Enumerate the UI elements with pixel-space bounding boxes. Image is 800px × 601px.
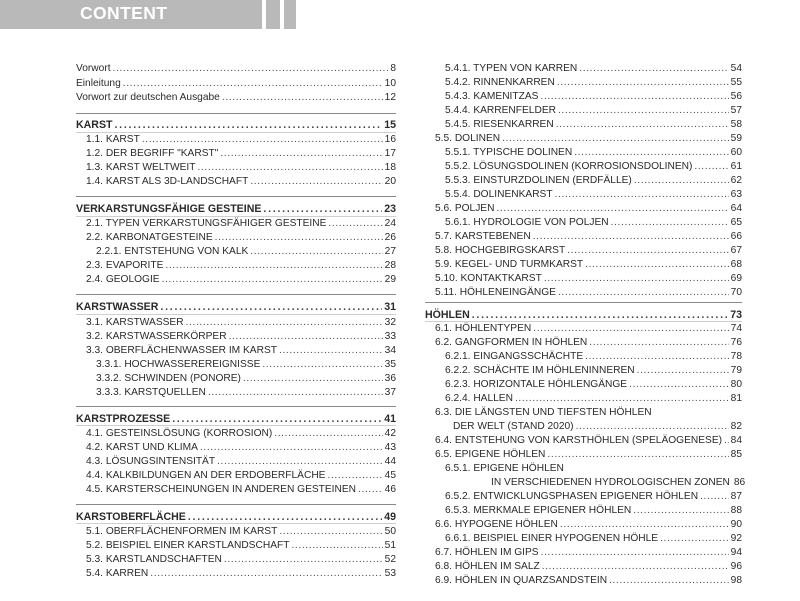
toc-entry-page: 17 — [384, 148, 396, 159]
dot-leader — [188, 510, 382, 524]
toc-entry-page: 50 — [384, 526, 396, 537]
toc-entry-page: 88 — [730, 505, 742, 516]
toc-entry[interactable] — [435, 448, 742, 462]
toc-entry-title: 5.4.2. RINNENKARREN — [445, 77, 555, 88]
toc-entry-title: 4.3. LÖSUNGSINTENSITÄT — [86, 456, 216, 467]
dot-leader — [515, 392, 729, 406]
toc-entry-title: 6.2.4. HALLEN — [445, 393, 513, 404]
dot-leader — [274, 427, 382, 441]
dot-leader — [576, 420, 729, 434]
toc-entry-title: 6.7. HÖHLEN IM GIPS — [435, 547, 539, 558]
toc-entry[interactable] — [96, 372, 396, 386]
chapter-divider — [425, 302, 742, 303]
toc-entry-title: KARSTWASSER — [76, 301, 159, 313]
toc-entry-title: 5.5.2. LÖSUNGSDOLINEN (KORROSIONSDOLINEN) — [445, 161, 693, 172]
toc-entry-page: 35 — [384, 359, 396, 370]
dot-leader — [558, 104, 729, 118]
toc-entry-page: 29 — [384, 274, 396, 285]
toc-entry-title: 4.1. GESTEINSLÖSUNG (KORROSION) — [86, 428, 273, 439]
toc-entry-title: 2.4. GEOLOGIE — [86, 274, 160, 285]
toc-entry-title: 6.9. HÖHLEN IN QUARZSANDSTEIN — [435, 575, 608, 586]
toc-entry-page: 53 — [384, 568, 396, 579]
toc-entry-page: 15 — [384, 119, 396, 131]
toc-entry-title: 6.8. HÖHLEN IM SALZ — [435, 561, 540, 572]
dot-leader — [262, 358, 382, 372]
dot-leader — [113, 62, 389, 76]
toc-entry[interactable] — [96, 386, 396, 400]
dot-leader — [566, 462, 740, 476]
dot-leader — [634, 174, 729, 188]
toc-entry-page: 26 — [384, 232, 396, 243]
toc-entry[interactable] — [435, 336, 742, 350]
toc-entry[interactable] — [86, 217, 396, 231]
toc-entry[interactable] — [86, 469, 396, 483]
dot-leader — [186, 316, 383, 330]
dot-leader — [533, 322, 728, 336]
toc-entry[interactable] — [453, 420, 742, 434]
dot-leader — [243, 372, 383, 386]
dot-leader — [279, 525, 382, 539]
toc-entry[interactable] — [445, 462, 742, 476]
toc-entry-title: 5.6. POLJEN — [435, 203, 495, 214]
toc-entry-title: IN VERSCHIEDENEN HYDROLOGISCHEN ZONEN — [491, 477, 730, 488]
toc-entry-page: 80 — [730, 379, 742, 390]
toc-entry[interactable] — [86, 483, 396, 497]
toc-entry[interactable] — [86, 259, 396, 273]
toc-entry-title: DER WELT (STAND 2020) — [453, 421, 574, 432]
header-bar-accent — [284, 0, 296, 29]
toc-entry[interactable] — [435, 230, 742, 244]
toc-entry[interactable] — [76, 77, 396, 91]
toc-entry-page: 16 — [384, 134, 396, 145]
toc-entry-title: 5.4.4. KARRENFELDER — [445, 105, 556, 116]
dot-leader — [502, 132, 729, 146]
dot-leader — [160, 300, 382, 314]
toc-entry-page: 61 — [730, 161, 742, 172]
chapter-divider — [76, 406, 396, 407]
dot-leader — [222, 91, 383, 105]
toc-entry-page: 23 — [384, 203, 396, 215]
toc-chapter-entry[interactable] — [76, 118, 396, 132]
dot-leader — [142, 133, 383, 147]
toc-entry-page: 58 — [730, 119, 742, 130]
toc-entry-title: 5.3. KARSTLANDSCHAFTEN — [86, 554, 222, 565]
toc-entry[interactable] — [445, 160, 742, 174]
toc-entry-title: KARSTOBERFLÄCHE — [76, 511, 186, 523]
toc-entry[interactable] — [435, 272, 742, 286]
toc-entry-page: 46 — [384, 484, 396, 495]
toc-entry-page: 37 — [384, 387, 396, 398]
dot-leader — [200, 441, 383, 455]
toc-entry-title: 6.2.1. EINGANGSSCHÄCHTE — [445, 351, 584, 362]
dot-leader — [633, 504, 728, 518]
toc-entry-page: 62 — [730, 175, 742, 186]
toc-entry-page: 82 — [730, 421, 742, 432]
toc-entry-page: 28 — [384, 260, 396, 271]
toc-entry-title: 6.4. ENTSTEHUNG VON KARSTHÖHLEN (SPELÄOGENESE) — [435, 435, 723, 446]
page-title: CONTENT — [80, 3, 168, 23]
toc-entry[interactable] — [491, 476, 746, 490]
chapter-divider — [76, 294, 396, 295]
toc-entry-page: 41 — [384, 413, 396, 425]
toc-entry-title: Vorwort zur deutschen Ausgabe — [76, 92, 220, 103]
toc-entry[interactable] — [445, 392, 742, 406]
toc-entry-title: 5.10. KONTAKTKARST — [435, 273, 542, 284]
toc-entry-page: 43 — [384, 442, 396, 453]
toc-entry-title: 6.6.1. BEISPIEL EINER HYPOGENEN HÖHLE — [445, 533, 659, 544]
dot-leader — [589, 336, 728, 350]
page-header — [0, 0, 800, 32]
dot-leader — [700, 490, 729, 504]
dot-leader — [358, 483, 383, 497]
dot-leader — [123, 77, 383, 91]
toc-entry[interactable] — [86, 330, 396, 344]
toc-entry-page: 60 — [730, 147, 742, 158]
toc-entry-title: 5.5.4. DOLINENKARST — [445, 189, 553, 200]
toc-entry-page: 81 — [730, 393, 742, 404]
toc-entry-page: 24 — [384, 218, 396, 229]
toc-entry-page: 8 — [390, 63, 396, 74]
toc-entry[interactable] — [435, 434, 742, 448]
toc-entry-title: 6.6. HYPOGENE HÖHLEN — [435, 519, 558, 530]
dot-leader — [542, 560, 729, 574]
toc-entry-page: 68 — [730, 259, 742, 270]
toc-entry[interactable] — [445, 104, 742, 118]
toc-entry-title: 5.8. HOCHGEBIRGSKARST — [435, 245, 566, 256]
header-bar-accent — [266, 0, 280, 29]
toc-entry[interactable] — [445, 504, 742, 518]
toc-entry-page: 63 — [730, 189, 742, 200]
dot-leader — [217, 455, 383, 469]
dot-leader — [557, 76, 729, 90]
toc-entry-title: 6.2. GANGFORMEN IN HÖHLEN — [435, 337, 588, 348]
toc-entry[interactable] — [86, 147, 396, 161]
dot-leader — [555, 188, 729, 202]
toc-entry-page: 33 — [384, 331, 396, 342]
toc-entry[interactable] — [445, 350, 742, 364]
toc-entry[interactable] — [445, 174, 742, 188]
toc-entry-title: HÖHLEN — [425, 309, 470, 321]
dot-leader — [540, 90, 728, 104]
toc-entry-page: 73 — [730, 309, 742, 321]
dot-leader — [197, 161, 382, 175]
dot-leader — [629, 378, 729, 392]
toc-entry-title: 6.5.3. MERKMALE EPIGENER HÖHLEN — [445, 505, 632, 516]
toc-entry-title: 2.3. EVAPORITE — [86, 260, 164, 271]
chapter-divider — [76, 196, 396, 197]
toc-entry[interactable] — [76, 91, 396, 105]
dot-leader — [291, 539, 382, 553]
toc-entry-title: 6.1. HÖHLENTYPEN — [435, 323, 532, 334]
toc-entry[interactable] — [435, 258, 742, 272]
toc-entry-page: 55 — [730, 77, 742, 88]
toc-entry[interactable] — [445, 216, 742, 230]
toc-entry-page: 12 — [384, 92, 396, 103]
toc-entry-title: VERKARSTUNGSFÄHIGE GESTEINE — [76, 203, 262, 215]
toc-chapter-entry[interactable] — [76, 412, 396, 426]
toc-entry[interactable] — [86, 133, 396, 147]
toc-entry-title: 5.4.5. RIESENKARREN — [445, 119, 554, 130]
dot-leader — [224, 553, 383, 567]
toc-entry[interactable] — [86, 539, 396, 553]
toc-entry[interactable] — [86, 316, 396, 330]
dot-leader — [327, 469, 382, 483]
toc-entry[interactable] — [76, 62, 396, 76]
dot-leader — [724, 434, 729, 448]
toc-entry[interactable] — [435, 286, 742, 300]
chapter-divider — [76, 504, 396, 505]
toc-entry-page: 96 — [730, 561, 742, 572]
toc-entry-title: 6.3. DIE LÄNGSTEN UND TIEFSTEN HÖHLEN — [435, 407, 652, 418]
dot-leader — [279, 344, 383, 358]
toc-entry[interactable] — [445, 378, 742, 392]
toc-entry-page: 51 — [384, 540, 396, 551]
dot-leader — [585, 258, 729, 272]
toc-chapter-entry[interactable] — [76, 300, 396, 314]
toc-entry-page: 69 — [730, 273, 742, 284]
toc-entry[interactable] — [445, 490, 742, 504]
toc-entry[interactable] — [86, 344, 396, 358]
toc-entry-page: 85 — [730, 449, 742, 460]
toc-entry-page: 70 — [730, 287, 742, 298]
toc-entry-title: 3.3.2. SCHWINDEN (PONORE) — [96, 373, 241, 384]
toc-entry-page: 65 — [730, 217, 742, 228]
toc-entry-title: 3.3.3. KARSTQUELLEN — [96, 387, 206, 398]
toc-entry-title: 5.2. BEISPIEL EINER KARSTLANDSCHAFT — [86, 540, 290, 551]
toc-entry[interactable] — [86, 525, 396, 539]
toc-entry-title: 5.4. KARREN — [86, 568, 149, 579]
toc-entry-title: 4.5. KARSTERSCHEINUNGEN IN ANDEREN GESTEINEN — [86, 484, 357, 495]
toc-entry-page: 56 — [730, 91, 742, 102]
toc-entry-title: 2.2. KARBONATGESTEINE — [86, 232, 213, 243]
toc-entry-page: 79 — [730, 365, 742, 376]
toc-entry[interactable] — [86, 567, 396, 581]
toc-entry-page: 59 — [730, 133, 742, 144]
toc-entry-page: 34 — [384, 345, 396, 356]
toc-entry-page: 98 — [730, 575, 742, 586]
toc-entry-title: 3.2. KARSTWASSERKÖRPER — [86, 331, 227, 342]
toc-entry-page: 90 — [730, 519, 742, 530]
toc-entry-title: 5.9. KEGEL- UND TURMKARST — [435, 259, 584, 270]
toc-entry-title: 5.1. OBERFLÄCHENFORMEN IM KARST — [86, 526, 278, 537]
dot-leader — [328, 217, 382, 231]
toc-entry-title: KARSTPROZESSE — [76, 413, 171, 425]
toc-entry-title: 5.5. DOLINEN — [435, 133, 501, 144]
dot-leader — [496, 202, 728, 216]
toc-entry-page: 57 — [730, 105, 742, 116]
dot-leader — [162, 273, 383, 287]
toc-entry[interactable] — [435, 574, 742, 588]
toc-entry-title: 6.2.2. SCHÄCHTE IM HÖHLENINNEREN — [445, 365, 635, 376]
dot-leader — [472, 308, 728, 322]
toc-entry-title: 6.2.3. HORIZONTALE HÖHLENGÄNGE — [445, 379, 628, 390]
toc-entry-page: 92 — [730, 533, 742, 544]
toc-entry[interactable] — [445, 118, 742, 132]
dot-leader — [660, 532, 729, 546]
dot-leader — [115, 118, 383, 132]
toc-entry[interactable] — [435, 322, 742, 336]
toc-entry[interactable] — [96, 245, 396, 259]
dot-leader — [579, 62, 728, 76]
toc-entry[interactable] — [86, 175, 396, 189]
toc-entry-title: 5.5.3. EINSTURZDOLINEN (ERDFÄLLE) — [445, 175, 632, 186]
toc-entry-page: 86 — [733, 477, 746, 488]
toc-chapter-entry[interactable] — [76, 202, 396, 216]
dot-leader — [585, 350, 729, 364]
toc-entry-title: 2.2.1. ENTSTEHUNG VON KALK — [96, 246, 249, 257]
toc-entry-page: 54 — [730, 63, 742, 74]
toc-entry-page: 74 — [730, 323, 742, 334]
toc-entry-page: 78 — [730, 351, 742, 362]
toc-entry-title: 1.3. KARST WELTWEIT — [86, 162, 196, 173]
dot-leader — [263, 202, 382, 216]
toc-entry-title: KARST — [76, 119, 113, 131]
toc-entry-title: 5.4.1. TYPEN VON KARREN — [445, 63, 578, 74]
dot-leader — [215, 231, 383, 245]
toc-entry[interactable] — [445, 90, 742, 104]
toc-entry-page: 10 — [384, 78, 396, 89]
toc-entry-title: 5.4.3. KAMENITZAS — [445, 91, 539, 102]
toc-entry-title: 5.5.1. TYPISCHE DOLINEN — [445, 147, 573, 158]
toc-entry[interactable] — [445, 76, 742, 90]
dot-leader — [250, 175, 382, 189]
toc-entry[interactable] — [435, 244, 742, 258]
toc-entry-page: 52 — [384, 554, 396, 565]
toc-entry-title: 4.2. KARST UND KLIMA — [86, 442, 198, 453]
chapter-underline — [76, 314, 396, 315]
toc-entry-page: 45 — [384, 470, 396, 481]
toc-entry[interactable] — [86, 427, 396, 441]
toc-entry[interactable] — [435, 546, 742, 560]
toc-entry-page: 42 — [384, 428, 396, 439]
toc-entry-title: 1.2. DER BEGRIFF "KARST" — [86, 148, 219, 159]
toc-entry-page: 64 — [730, 203, 742, 214]
toc-entry[interactable] — [86, 231, 396, 245]
toc-entry-title: 2.1. TYPEN VERKARSTUNGSFÄHIGER GESTEINE — [86, 218, 327, 229]
toc-entry-title: Vorwort — [76, 63, 111, 74]
dot-leader — [694, 160, 728, 174]
dot-leader — [220, 147, 382, 161]
toc-entry-title: 3.3. OBERFLÄCHENWASSER IM KARST — [86, 345, 277, 356]
dot-leader — [229, 330, 383, 344]
toc-entry[interactable] — [445, 188, 742, 202]
dot-leader — [637, 364, 729, 378]
toc-entry-title: 5.7. KARSTEBENEN — [435, 231, 531, 242]
toc-entry-page: 84 — [730, 435, 742, 446]
dot-leader — [250, 245, 382, 259]
toc-entry[interactable] — [435, 560, 742, 574]
toc-entry-page: 67 — [730, 245, 742, 256]
dot-leader — [560, 518, 729, 532]
toc-entry[interactable] — [445, 146, 742, 160]
dot-leader — [547, 448, 728, 462]
toc-entry[interactable] — [86, 273, 396, 287]
toc-entry-title: Einleitung — [76, 78, 121, 89]
toc-entry-title: 1.4. KARST ALS 3D-LANDSCHAFT — [86, 176, 249, 187]
dot-leader — [558, 286, 729, 300]
toc-entry-page: 27 — [384, 246, 396, 257]
toc-entry-page: 20 — [384, 176, 396, 187]
toc-entry-page: 94 — [730, 547, 742, 558]
toc-entry[interactable] — [435, 132, 742, 146]
dot-leader — [533, 230, 729, 244]
toc-entry-title: 4.4. KALKBILDUNGEN AN DER ERDOBERFLÄCHE — [86, 470, 326, 481]
toc-chapter-entry[interactable] — [425, 308, 742, 322]
toc-entry[interactable] — [445, 364, 742, 378]
toc-entry-page: 66 — [730, 231, 742, 242]
toc-entry-page: 31 — [384, 301, 396, 313]
dot-leader — [556, 118, 729, 132]
toc-chapter-entry[interactable] — [76, 510, 396, 524]
dot-leader — [150, 567, 382, 581]
chapter-divider — [76, 113, 396, 114]
dot-leader — [165, 259, 382, 273]
toc-entry[interactable] — [435, 202, 742, 216]
toc-entry-title: 6.5. EPIGENE HÖHLEN — [435, 449, 546, 460]
toc-entry[interactable] — [86, 455, 396, 469]
dot-leader — [611, 216, 729, 230]
toc-entry[interactable] — [445, 62, 742, 76]
toc-entry-title: 3.3.1. HOCHWASSEREREIGNISSE — [96, 359, 261, 370]
toc-entry-title: 3.1. KARSTWASSER — [86, 317, 184, 328]
toc-entry-page: 87 — [730, 491, 742, 502]
dot-leader — [574, 146, 728, 160]
toc-entry[interactable] — [435, 518, 742, 532]
toc-entry-page: 49 — [384, 511, 396, 523]
toc-entry-title: 6.5.2. ENTWICKLUNGSPHASEN EPIGENER HÖHLEN — [445, 491, 699, 502]
toc-entry-title: 5.11. HÖHLENEINGÄNGE — [435, 287, 556, 298]
dot-leader — [208, 386, 383, 400]
dot-leader — [609, 574, 729, 588]
toc-entry[interactable] — [435, 406, 742, 420]
toc-entry-title: 1.1. KARST — [86, 134, 140, 145]
toc-entry-page: 36 — [384, 373, 396, 384]
toc-entry[interactable] — [86, 441, 396, 455]
dot-leader — [544, 272, 729, 286]
toc-entry[interactable] — [445, 532, 742, 546]
dot-leader — [172, 412, 382, 426]
toc-entry-title: 5.6.1. HYDROLOGIE VON POLJEN — [445, 217, 609, 228]
toc-entry-title: 6.5.1. EPIGENE HÖHLEN — [445, 463, 564, 474]
toc-entry[interactable] — [96, 358, 396, 372]
toc-entry[interactable] — [86, 553, 396, 567]
dot-leader — [567, 244, 728, 258]
dot-leader — [541, 546, 729, 560]
toc-entry-page: 44 — [384, 456, 396, 467]
toc-entry-page: 76 — [730, 337, 742, 348]
toc-entry[interactable] — [86, 161, 396, 175]
toc-entry-page: 32 — [384, 317, 396, 328]
toc-entry-page: 18 — [384, 162, 396, 173]
dot-leader — [654, 406, 740, 420]
